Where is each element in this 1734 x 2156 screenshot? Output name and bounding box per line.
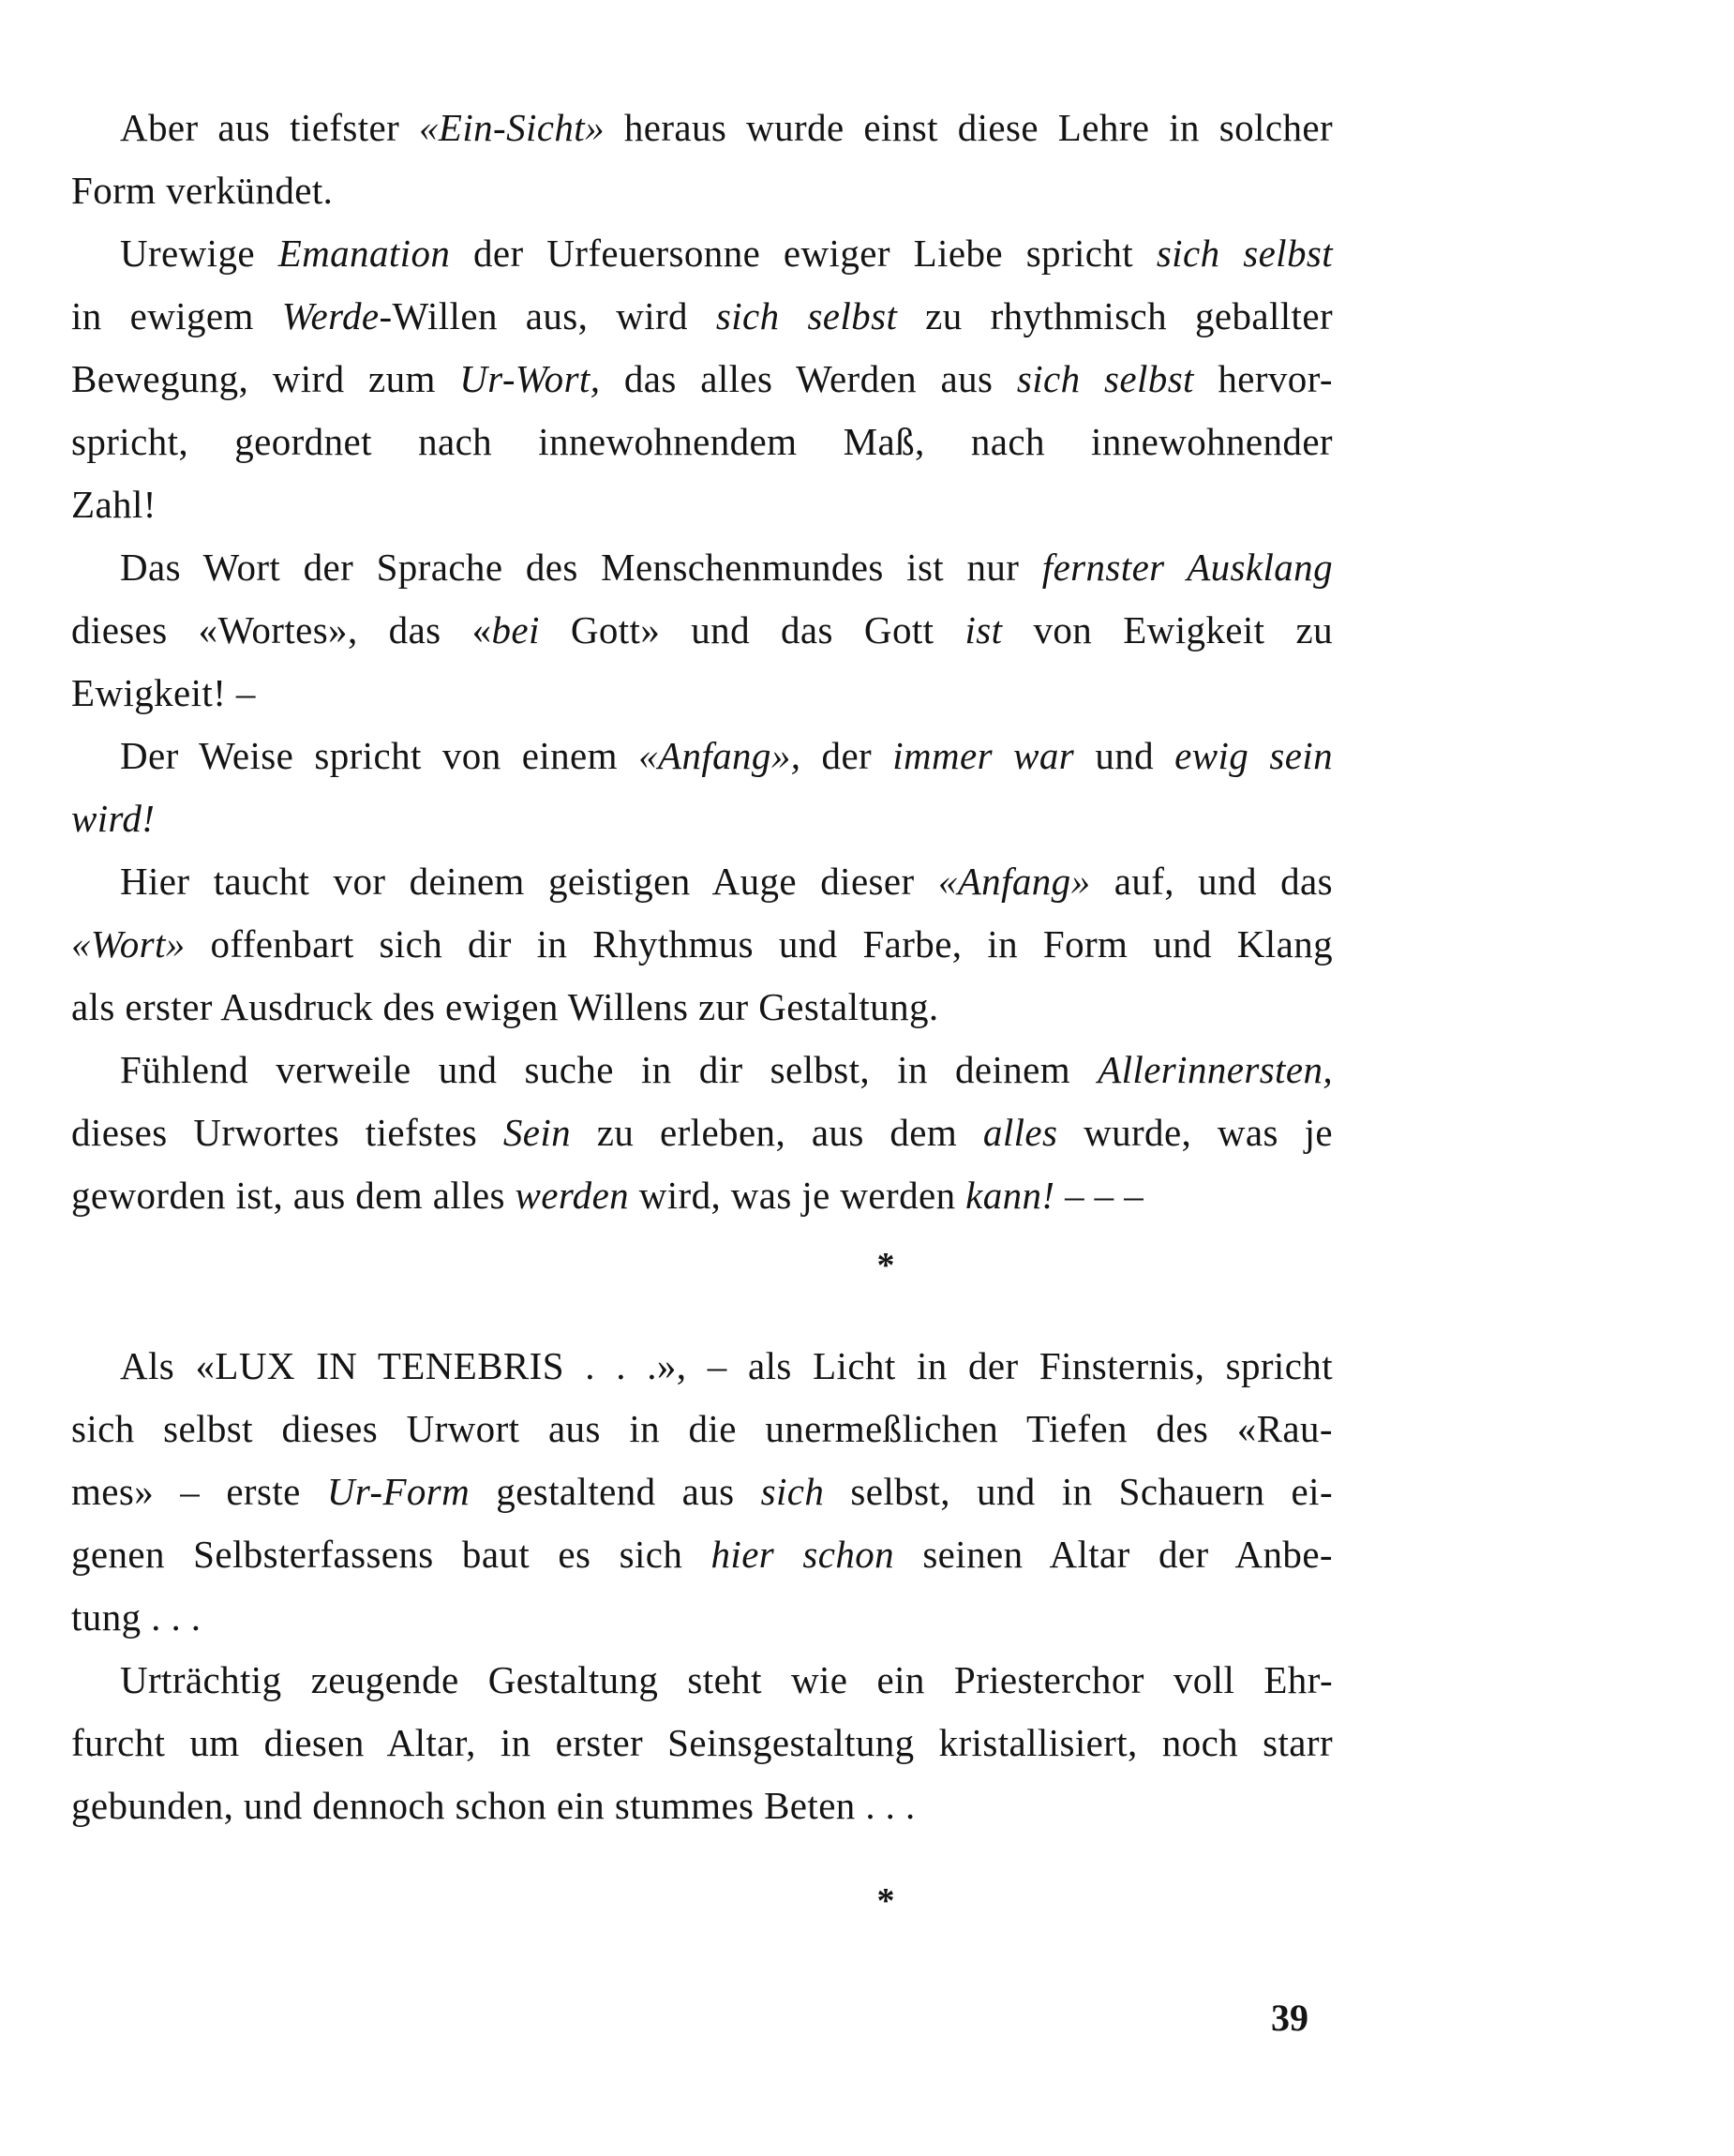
text-run: gestaltend aus (470, 1470, 761, 1513)
italic-text: Allerinnersten, (1098, 1048, 1333, 1091)
text-run: Aber aus tiefster (120, 106, 420, 149)
italic-text: immer war (892, 734, 1075, 777)
text-line (71, 850, 1333, 913)
text-run: das alles Werden aus (600, 357, 1017, 400)
paragraph (71, 222, 1333, 536)
italic-text: «Ein-Sicht» (419, 106, 605, 149)
text-line (71, 348, 1333, 411)
text-run: dieses Urwortes tiefstes (71, 1111, 503, 1154)
italic-text: werden (515, 1174, 630, 1217)
text-run: Der Weise spricht von einem (120, 734, 639, 777)
text-run: mes» – erste (71, 1470, 327, 1513)
text-run: -Willen aus, wird (379, 294, 716, 337)
text-line (71, 1460, 1333, 1523)
text-run: tung . . . (71, 1595, 202, 1639)
section-separator-asterisk: * (876, 1881, 895, 1921)
text-run: der Urfeuersonne ewiger Liebe spricht (450, 232, 1157, 275)
italic-text: bei (491, 608, 540, 651)
text-run: spricht, geordnet nach innewohnendem Maß, nach innewohnender (71, 420, 1333, 463)
text-line (71, 222, 1333, 285)
italic-text: «Anfang», (638, 734, 801, 777)
paragraph (71, 536, 1333, 725)
text-run: Gott» und das Gott (539, 608, 965, 651)
text-run: der (800, 734, 893, 777)
italic-text: Ur-Form (326, 1470, 471, 1513)
text-line (71, 787, 1333, 850)
italic-text: fernster Ausklang (1041, 546, 1333, 589)
text-line (71, 1039, 1333, 1101)
text-line (71, 1164, 1333, 1227)
text-run: seinen Altar der Anbe- (894, 1533, 1333, 1576)
text-line (71, 1774, 1333, 1837)
text-run: Urewige (120, 232, 278, 275)
italic-text: «Anfang» (937, 860, 1091, 903)
paragraph (71, 1649, 1333, 1837)
text-line (71, 913, 1333, 976)
text-line (71, 1586, 1333, 1649)
italic-text: sich (760, 1470, 825, 1513)
text-run: – – – (1054, 1174, 1144, 1217)
text-line (71, 1101, 1333, 1164)
text-run: Zahl! (71, 483, 157, 526)
italic-text: kann! (965, 1174, 1055, 1217)
text-run: heraus wurde einst diese Lehre in solcher (605, 106, 1333, 149)
text-line (71, 411, 1333, 473)
paragraph (71, 850, 1333, 1039)
text-run: von Ewigkeit zu (1002, 608, 1334, 651)
text-run: Als «LUX IN TENEBRIS . . .», – als Licht in der Finsternis, spricht (120, 1344, 1333, 1387)
text-line (71, 725, 1333, 787)
text-line (71, 1649, 1333, 1712)
text-run: zu erleben, aus dem (571, 1111, 983, 1154)
text-line (71, 159, 1333, 222)
text-section-2 (71, 1335, 1333, 1837)
text-line (71, 1335, 1333, 1398)
italic-text: Sein (502, 1111, 572, 1154)
page-number: 39 (1271, 1997, 1308, 2039)
text-run: sich selbst dieses Urwort aus in die unermeßlichen Tiefen des «Rau- (71, 1407, 1333, 1450)
text-line (71, 473, 1333, 536)
paragraph (71, 725, 1333, 850)
text-run: Hier taucht vor deinem geistigen Auge dieser (120, 860, 938, 903)
text-run: in ewigem (71, 294, 282, 337)
section-separator-asterisk: * (876, 1246, 895, 1285)
text-run: Fühlend verweile und suche in dir selbst, in deinem (120, 1048, 1099, 1091)
paragraph (71, 1335, 1333, 1649)
paragraph (71, 97, 1333, 222)
italic-text: ewig sein (1174, 734, 1334, 777)
italic-text: sich selbst (1016, 357, 1194, 400)
text-run: hervor- (1193, 357, 1333, 400)
text-line (71, 599, 1333, 662)
italic-text: alles (982, 1111, 1058, 1154)
italic-text: hier schon (710, 1533, 895, 1576)
italic-text: sich selbst (715, 294, 898, 337)
text-run: gebunden, und dennoch schon ein stummes Beten . . . (71, 1784, 916, 1827)
italic-text: Ur-Wort, (459, 357, 601, 400)
text-line (71, 536, 1333, 599)
text-line (71, 97, 1333, 159)
text-run: wird, was je werden (629, 1174, 966, 1217)
text-section-1 (71, 97, 1333, 1227)
text-line (71, 285, 1333, 348)
text-run: auf, und das (1090, 860, 1333, 903)
text-run: offenbart sich dir in Rhythmus und Farbe, in Form und Klang (185, 922, 1333, 966)
paragraph (71, 1039, 1333, 1227)
text-line (71, 976, 1333, 1039)
text-run: Ewigkeit! – (71, 671, 256, 714)
text-run: zu rhythmisch geballter (897, 294, 1333, 337)
text-line (71, 1398, 1333, 1460)
text-run: Das Wort der Sprache des Menschenmundes ist nur (120, 546, 1042, 589)
text-run: Bewegung, wird zum (71, 357, 460, 400)
text-line (71, 1712, 1333, 1774)
italic-text: Werde (281, 294, 380, 337)
italic-text: sich selbst (1156, 232, 1334, 275)
italic-text: Emanation (277, 232, 451, 275)
text-line (71, 662, 1333, 725)
italic-text: «Wort» (71, 922, 186, 966)
text-run: furcht um diesen Altar, in erster Seinsgestaltung kristallisiert, noch starr (71, 1721, 1333, 1764)
text-run: und (1074, 734, 1175, 777)
text-run: dieses «Wortes», das « (71, 608, 492, 651)
text-run: selbst, und in Schauern ei- (824, 1470, 1333, 1513)
text-line (71, 1523, 1333, 1586)
text-run: wurde, was je (1057, 1111, 1333, 1154)
text-run: Form verkündet. (71, 169, 334, 212)
text-run: genen Selbsterfassens baut es sich (71, 1533, 711, 1576)
italic-text: ist (964, 608, 1003, 651)
italic-text: wird! (71, 797, 156, 840)
text-run: Urträchtig zeugende Gestaltung steht wie ein Priesterchor voll Ehr- (120, 1658, 1333, 1701)
text-run: geworden ist, aus dem alles (71, 1174, 516, 1217)
text-run: als erster Ausdruck des ewigen Willens zur Gestaltung. (71, 985, 939, 1028)
